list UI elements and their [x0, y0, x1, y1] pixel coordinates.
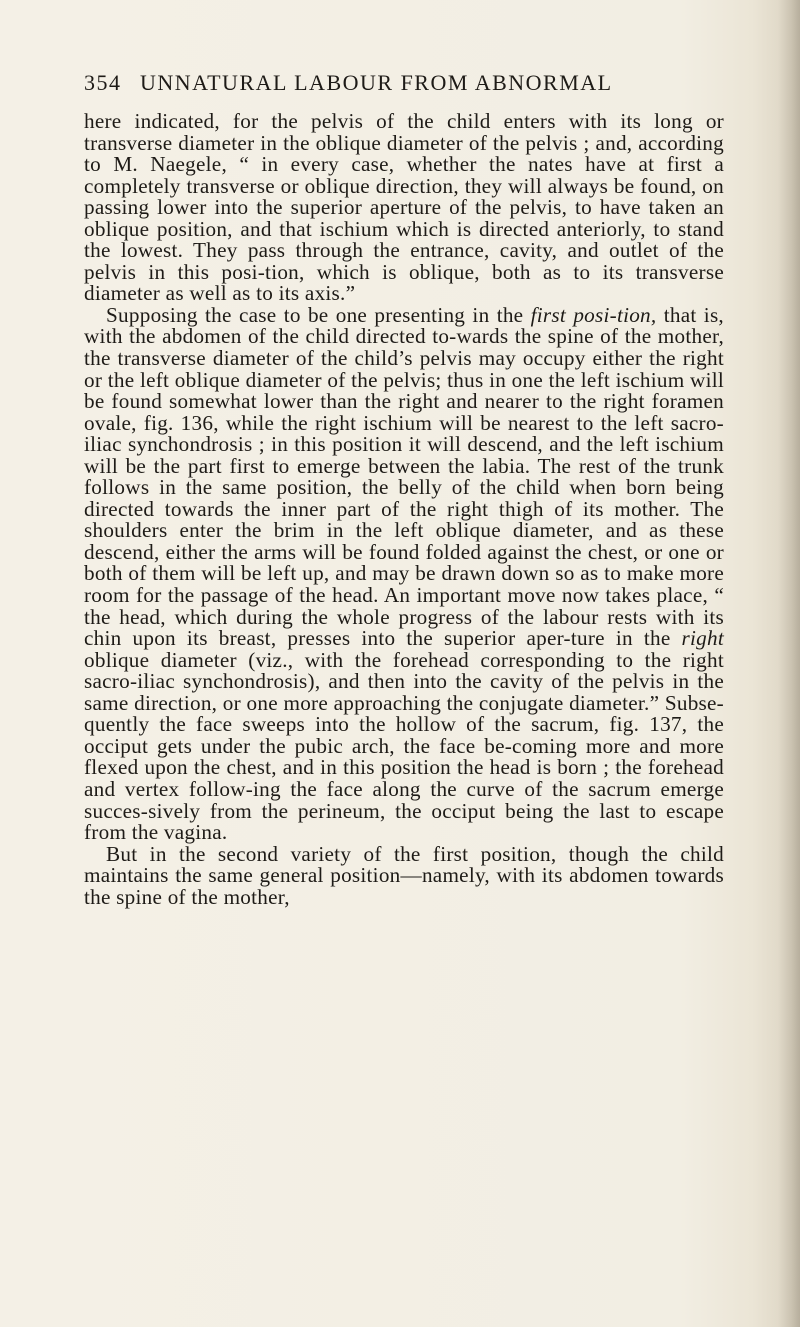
page-edge-shadow	[778, 0, 800, 1327]
paragraph-2-text-a: Supposing the case to be one presenting in the	[106, 302, 531, 327]
paragraph-2-italic-first-position: first posi-tion,	[530, 302, 657, 327]
paragraph-2-text-b: that is, with the abdomen of the child directed to-wards the spine of the mother, the transverse diameter of the child’s pelvis may occupy either the right or the left oblique diameter of the pelvis; thus in one the left ischium will be found somewhat lower than the right and nearer to the right foramen ovale, fig. 136, while the right ischium will be nearest to the left sacro-iliac synchondrosis ; in this position it will descend, and the left ischium will be the part first to emerge between the labia. The rest of the trunk follows in the same position, the belly of the child when born being directed towards the inner part of the right thigh of its mother. The shoulders enter the brim in the left oblique diameter, and as these descend, either the arms will be found folded against the chest, or one or both of them will be left up, and may be drawn down so as to make more room for the passage of the head. An important move now takes place, “ the head, which during the whole progress of the labour rests with its chin upon its breast, presses into the superior aper-ture in the	[84, 302, 724, 651]
body-text	[84, 111, 724, 908]
paragraph-3-text: But in the second variety of the first position, though the child maintains the same general position—namely, with its abdomen towards the spine of the mother,	[84, 841, 724, 909]
paragraph-1	[84, 111, 724, 305]
page-header	[84, 70, 724, 104]
paragraph-3	[84, 841, 724, 909]
paragraph-2	[84, 302, 724, 845]
paragraph-2-text-c: oblique diameter (viz., with the forehead corresponding to the right sacro-iliac synchondrosis), and then into the cavity of the pelvis in the same direction, or one more approaching the conjugate diameter.” Subse-quently the face sweeps into the hollow of the sacrum, fig. 137, the occiput gets under the pubic arch, the face be-coming more and more flexed upon the chest, and in this position the head is born ; the forehead and vertex follow-ing the face along the curve of the sacrum emerge succes-sively from the perineum, the occiput being the last to escape from the vagina.	[84, 647, 724, 845]
page-number: 354	[84, 70, 122, 95]
paragraph-2-italic-right: right	[681, 626, 724, 651]
running-head: UNNATURAL LABOUR FROM ABNORMAL	[140, 70, 613, 95]
paragraph-1-text: here indicated, for the pelvis of the child enters with its long or transverse diameter in the oblique diameter of the pelvis ; and, according to M. Naegele, “ in every case, whether the nates have at first a completely transverse or oblique direction, they will always be found, on passing lower into the superior aperture of the pelvis, to have taken an oblique position, and that ischium which is directed anteriorly, to stand the lowest. They pass through the entrance, cavity, and outlet of the pelvis in this posi-tion, which is oblique, both as to its transverse diameter as well as to its axis.”	[84, 109, 724, 306]
